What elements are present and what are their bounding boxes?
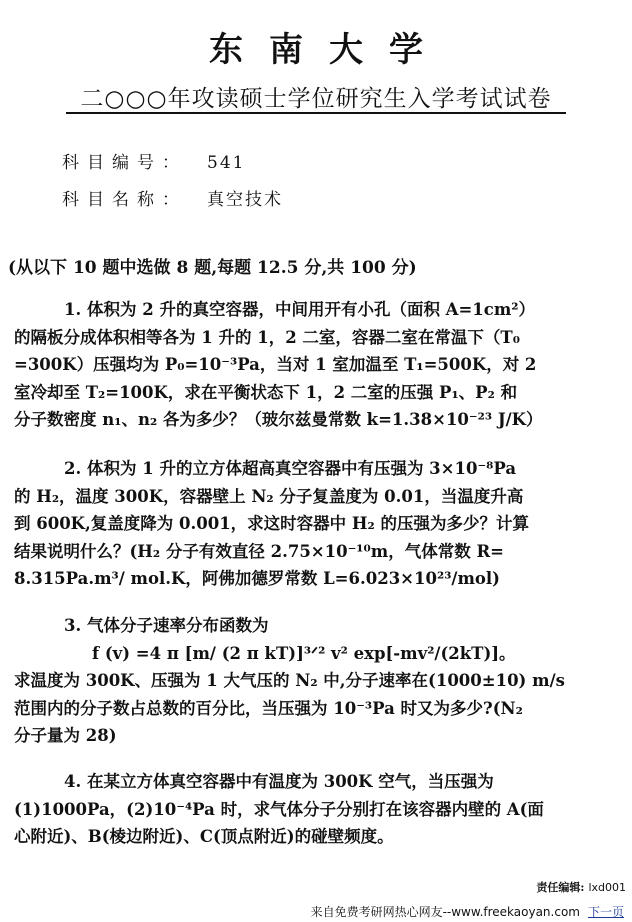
next-page-link[interactable]: 下一页 (587, 905, 624, 919)
question-line: 求温度为 300K、压强为 1 大气压的 N₂ 中,分子速率在(1000±10) m/s (14, 671, 565, 690)
question-line: 8.315Pa.m³/ mol.K，阿佛加德罗常数 L=6.023×10²³/mol) (14, 569, 500, 588)
question-line: 结果说明什么？(H₂ 分子有效直径 2.75×10⁻¹⁰m，气体常数 R= (14, 541, 504, 561)
subject-name (62, 185, 283, 210)
question-line: 1. 体积为 2 升的真空容器，中间用开有小孔（面积 A=1cm²） (64, 300, 536, 319)
source-credit: 来自免费考研网热心网友--www.freekaoyan.com (310, 905, 580, 919)
question-4 (14, 768, 620, 851)
subject-name-label: 科目名称： (62, 190, 187, 210)
editor-label: 责任编辑: (536, 881, 585, 894)
question-line: =300K）压强均为 P₀=10⁻³Pa，当对 1 室加温至 T₁=500K，对 2 (14, 355, 537, 374)
question-1 (14, 296, 620, 434)
question-line: 范围内的分子数占总数的百分比，当压强为 10⁻³Pa 时又为多少?(N₂ (14, 698, 523, 718)
subject-name-value: 真空技术 (207, 190, 283, 210)
exam-title (0, 80, 632, 113)
question-line: 室冷却至 T₂=100K，求在平衡状态下 1，2 二室的压强 P₁、P₂ 和 (14, 382, 518, 402)
question-line: 4. 在某立方体真空容器中有温度为 300K 空气，当压强为 (64, 772, 494, 791)
subject-code-value: 541 (207, 153, 246, 173)
distribution-formula: f (v) =4 π [m/ (2 π kT)]³ᐟ² v² exp[-mv²/(2kT)]。 (92, 643, 516, 663)
editor-credit (536, 879, 626, 895)
editor-id: lxd001 (588, 881, 626, 894)
question-line: 的 H₂，温度 300K，容器壁上 N₂ 分子复盖度为 0.01，当温度升高 (14, 486, 524, 506)
exam-title-text: 二○○○年攻读硕士学位研究生入学考试试卷 (80, 86, 552, 112)
question-line: 分子量为 28) (14, 726, 117, 745)
question-line: (1)1000Pa，(2)10⁻⁴Pa 时，求气体分子分别打在该容器内壁的 A(面 (14, 799, 544, 819)
question-line: 的隔板分成体积相等各为 1 升的 1，2 二室，容器二室在常温下（T₀ (14, 327, 520, 347)
title-underline (66, 112, 566, 114)
university-title: 东南大学 (209, 30, 449, 70)
question-line: 到 600K,复盖度降为 0.001，求这时容器中 H₂ 的压强为多少？计算 (14, 514, 529, 533)
question-line: 心附近)、B(棱边附近)、C(顶点附近)的碰壁频度。 (14, 827, 394, 846)
question-3 (14, 612, 620, 750)
exam-instructions: (从以下 10 题中选做 8 题,每题 12.5 分,共 100 分) (8, 258, 417, 278)
question-2 (14, 455, 620, 593)
question-line: 2. 体积为 1 升的立方体超高真空容器中有压强为 3×10⁻⁸Pa (64, 459, 517, 478)
question-line: 分子数密度 n₁、n₂ 各为多少？（玻尔兹曼常数 k=1.38×10⁻²³ J/K） (14, 410, 543, 429)
subject-code-label: 科目编号： (62, 153, 187, 173)
subject-code (62, 148, 245, 173)
page-footer (311, 903, 624, 920)
question-intro: 3. 气体分子速率分布函数为 (64, 616, 269, 635)
